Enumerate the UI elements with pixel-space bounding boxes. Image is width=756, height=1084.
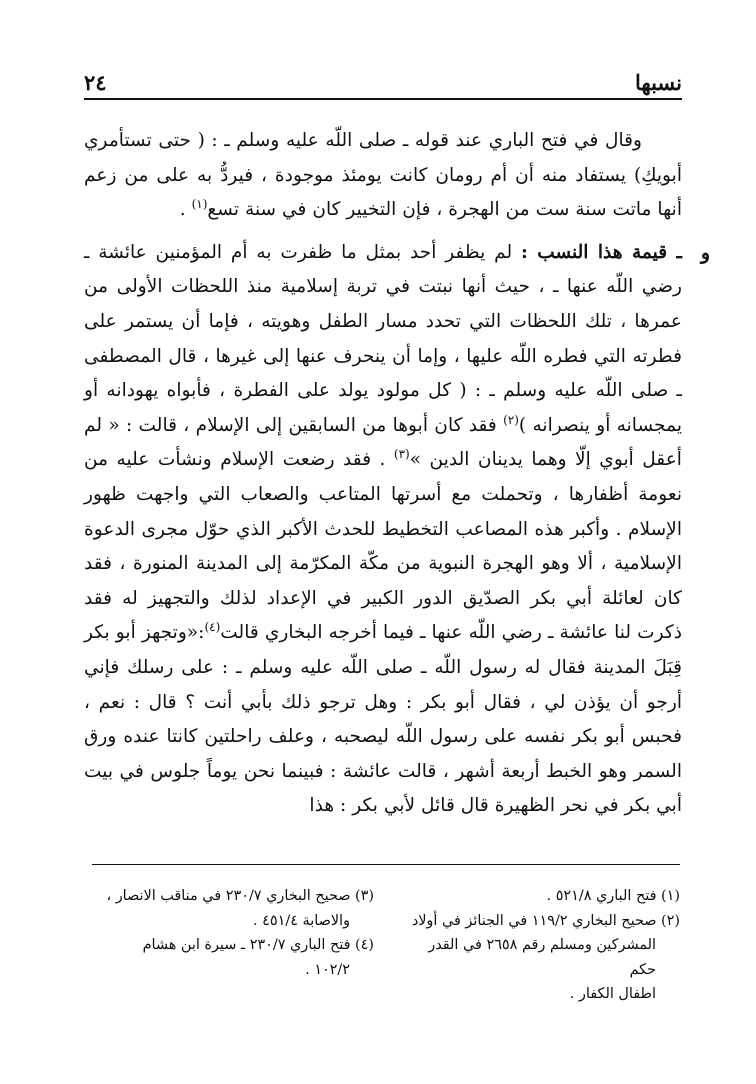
footnote-3-line-2: والاصابة ٤٥١/٤ . [253, 912, 350, 929]
footnote-rule [92, 864, 680, 865]
paragraph-2-segment-1: لم يظفر أحد بمثل ما ظفرت به أم المؤمنين عائشة ـ رضي اللّه عنها ـ ، حيث أنها نبتت في تربة إسلامية منذ اللحظات الأولى من عمرها ، تلك اللحظات التي تحدد مسار الطفل وهويته ، فإما أن يستمر على فطرته التي فطره اللّه عليها ، وإما أن ينحرف عنها إلى غيرها ، قال المصطفى ـ صلى اللّه عليه وسلم ـ : ( كل مولود يولد على الفطرة ، فأبواه يهودانه أو يمجسانه أو ينصرانه ) [84, 241, 682, 436]
chapter-title: نسبها [635, 70, 682, 95]
footnotes [92, 884, 680, 1004]
paragraph-1-end: . [179, 199, 192, 221]
footnotes-left-column [92, 884, 374, 982]
footnote-ref-2: (٢) [503, 412, 519, 427]
running-header [84, 70, 682, 96]
paragraph-2-block [84, 236, 710, 824]
footnote-4-line-1: (٤) فتح الباري ٢٣٠/٧ ـ سيرة ابن هشام [142, 937, 374, 953]
paragraph-2-segment-3: . فقد رضعت الإسلام ونشأت عليه من نعومة أظفارها ، وتحملت مع أسرتها المتاعب والصعاب التي واجهت ظهور الإسلام . وأكبر هذه المصاعب التخطيط للحدث الأكبر الذي حوّل مجرى الدعوة الإسلامية ، ألا وهو الهجرة النبوية من مكّة المكرّمة إلى المدينة المنورة ، فقد كان لعائلة أبي بكر الصدّيق الدور الكبير في الإعداد لذلك والتجهيز له فقد ذكرت لنا عائشة ـ رضي اللّه عنها ـ فيما أخرجه البخاري قالت [84, 449, 682, 644]
footnote-ref-3: (٣) [393, 447, 410, 462]
section-marker: و [700, 241, 710, 264]
main-text [84, 124, 710, 824]
header-rule [84, 98, 682, 100]
footnote-ref-1: (١) [191, 197, 208, 211]
footnote-1: (١) فتح الباري ٥٢١/٨ . [546, 888, 680, 904]
paragraph-2-segment-4: :«وتجهز أبو بكر قِبَلَ المدينة فقال له رسول اللّه ـ صلى اللّه عليه وسلم ـ : على رسلك فإني أرجو أن يؤذن لي ، فقال أبو بكر : وهل ترجو ذلك بأبي أنت ؟ قال : نعم ، فحبس أبو بكر نفسه على رسول اللّه ليصحبه ، وعلف راحلتين كانتا عنده ورق السمر وهو الخبط أربعة أشهر ، قالت عائشة : فبينما نحن يوماً جلوس في بيت أبي بكر في نحر الظهيرة قال قائل لأبي بكر : هذا [84, 622, 682, 817]
paragraph-1 [84, 124, 682, 228]
footnote-2-line-2: المشركين ومسلم رقم ٢٦٥٨ في القدر حكم [428, 937, 656, 978]
section-heading: ـ قيمة هذا النسب : [520, 241, 682, 263]
footnotes-right-column [398, 884, 680, 1007]
page-number: ٢٤ [84, 70, 107, 95]
paragraph-2-segment-2: فقد كان أبوها من السابقين إلى الإسلام ، قالت : « لم أعقل أبوي إلّا وهما يدينان الدين » [84, 414, 682, 471]
footnote-ref-4: (٤) [204, 620, 221, 635]
paragraph-2 [84, 236, 682, 824]
paragraph-1-text: وقال في فتح الباري عند قوله ـ صلى اللّه عليه وسلم ـ : ( حتى تستأمري أبويكِ) يستفاد منه أن أم رومان كانت يومئذ موجودة ، فيردُّ به على من زعم أنها ماتت سنة ست من الهجرة ، فإن التخيير كان في سنة تسع [84, 130, 682, 221]
footnote-2-line-1: (٢) صحيح البخاري ١١٩/٢ في الجنائز في أولاد [411, 912, 680, 929]
footnote-4-line-2: ١٠٢/٢ . [305, 961, 350, 978]
footnote-2-line-3: اطفال الكفار . [569, 986, 656, 1002]
footnote-3-line-1: (٣) صحيح البخاري ٢٣٠/٧ في مناقب الانصار ، [106, 888, 374, 904]
